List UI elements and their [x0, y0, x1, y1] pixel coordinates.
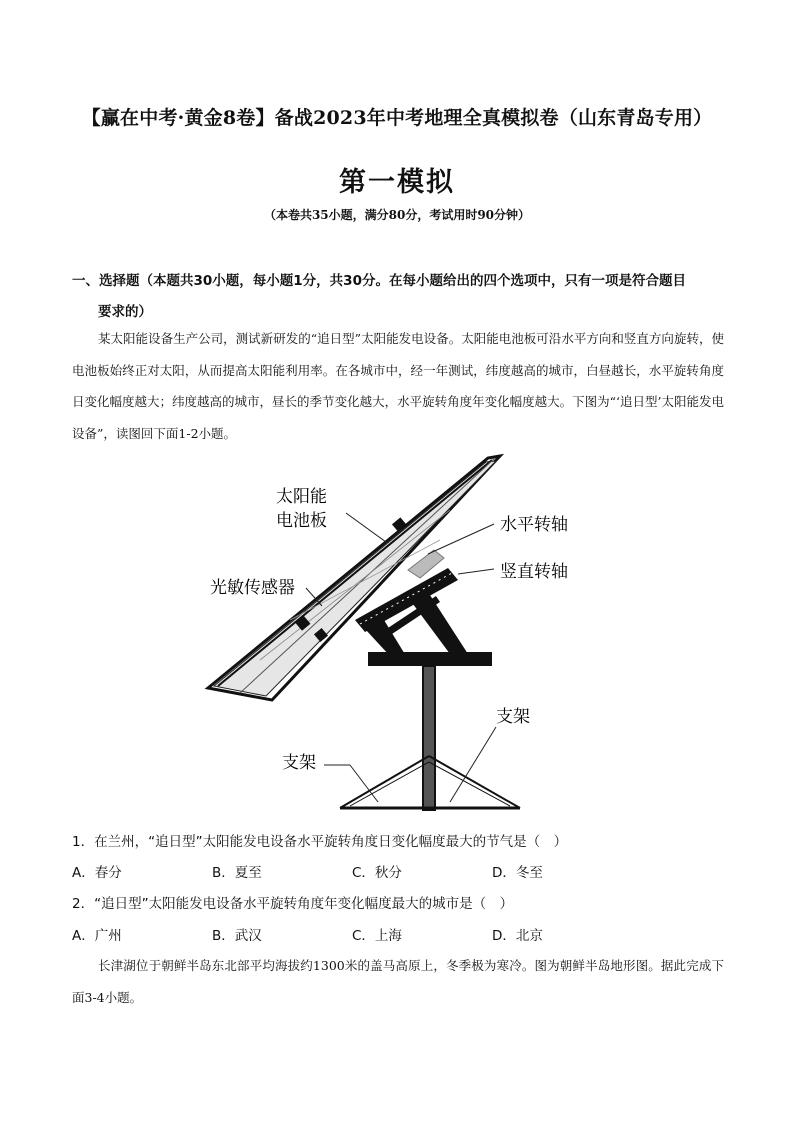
question-1-stem: 1．在兰州，“追日型”太阳能发电设备水平旋转角度日变化幅度最大的节气是（ ）: [72, 834, 568, 850]
label-panel-line2: 电池板: [276, 511, 327, 531]
solar-device-figure: [200, 450, 600, 820]
passage-changjin-lake: 长津湖位于朝鲜半岛东北部平均海拔约1300米的盖马高原上，冬季极为寒冷。图为朝鲜半岛地形图。据此完成下面3-4小题。: [72, 958, 724, 1005]
label-sensor: 光敏传感器: [210, 578, 295, 598]
question-2-stem: 2．“追日型”太阳能发电设备水平旋转角度年变化幅度最大的城市是（ ）: [72, 896, 514, 912]
label-vertical-axis: 竖直转轴: [500, 562, 568, 582]
question-2-option-c[interactable]: C．上海: [352, 928, 402, 944]
question-1-option-b[interactable]: B．夏至: [212, 865, 262, 881]
question-1-option-c[interactable]: C．秋分: [352, 865, 402, 881]
label-panel-line1: 太阳能: [276, 487, 327, 507]
label-support-right: 支架: [496, 707, 530, 727]
question-1-option-d[interactable]: D．冬至: [492, 865, 543, 881]
question-2-option-d[interactable]: D．北京: [492, 928, 543, 944]
question-2-option-b[interactable]: B．武汉: [212, 928, 262, 944]
label-support-left: 支架: [282, 753, 316, 773]
section-heading-line2: 要求的）: [98, 304, 152, 320]
top-plate: [368, 652, 492, 666]
label-horizontal-axis: 水平转轴: [500, 515, 568, 535]
section-heading-line1: 一、选择题（本题共30小题，每小题1分，共30分。在每小题给出的四个选项中，只有一项是符合题目: [72, 273, 686, 289]
page-title: 第一模拟: [339, 167, 455, 198]
support-pole: [423, 666, 435, 810]
header-title: 【赢在中考·黄金8卷】备战2023年中考地理全真模拟卷（山东青岛专用）: [81, 107, 713, 129]
section-heading: [72, 266, 732, 328]
passage-solar-device: 某太阳能设备生产公司，测试新研发的“追日型”太阳能发电设备。太阳能电池板可沿水平方向和竖直方向旋转，使电池板始终正对太阳，从而提高太阳能利用率。在各城市中，经一年测试，纬度越高的城市，白昼越长，水平旋转角度日变化幅度越大；纬度越高的城市，昼长的季节变化越大，水平旋转角度年变化幅度越大。下图为“‘追日型’太阳能发电设备”，读图回下面1-2小题。: [72, 331, 724, 441]
exam-info: （本卷共35小题，满分80分，考试用时90分钟）: [263, 208, 531, 222]
question-1-option-a[interactable]: A．春分: [72, 865, 122, 881]
question-2-option-a[interactable]: A．广州: [72, 928, 122, 944]
